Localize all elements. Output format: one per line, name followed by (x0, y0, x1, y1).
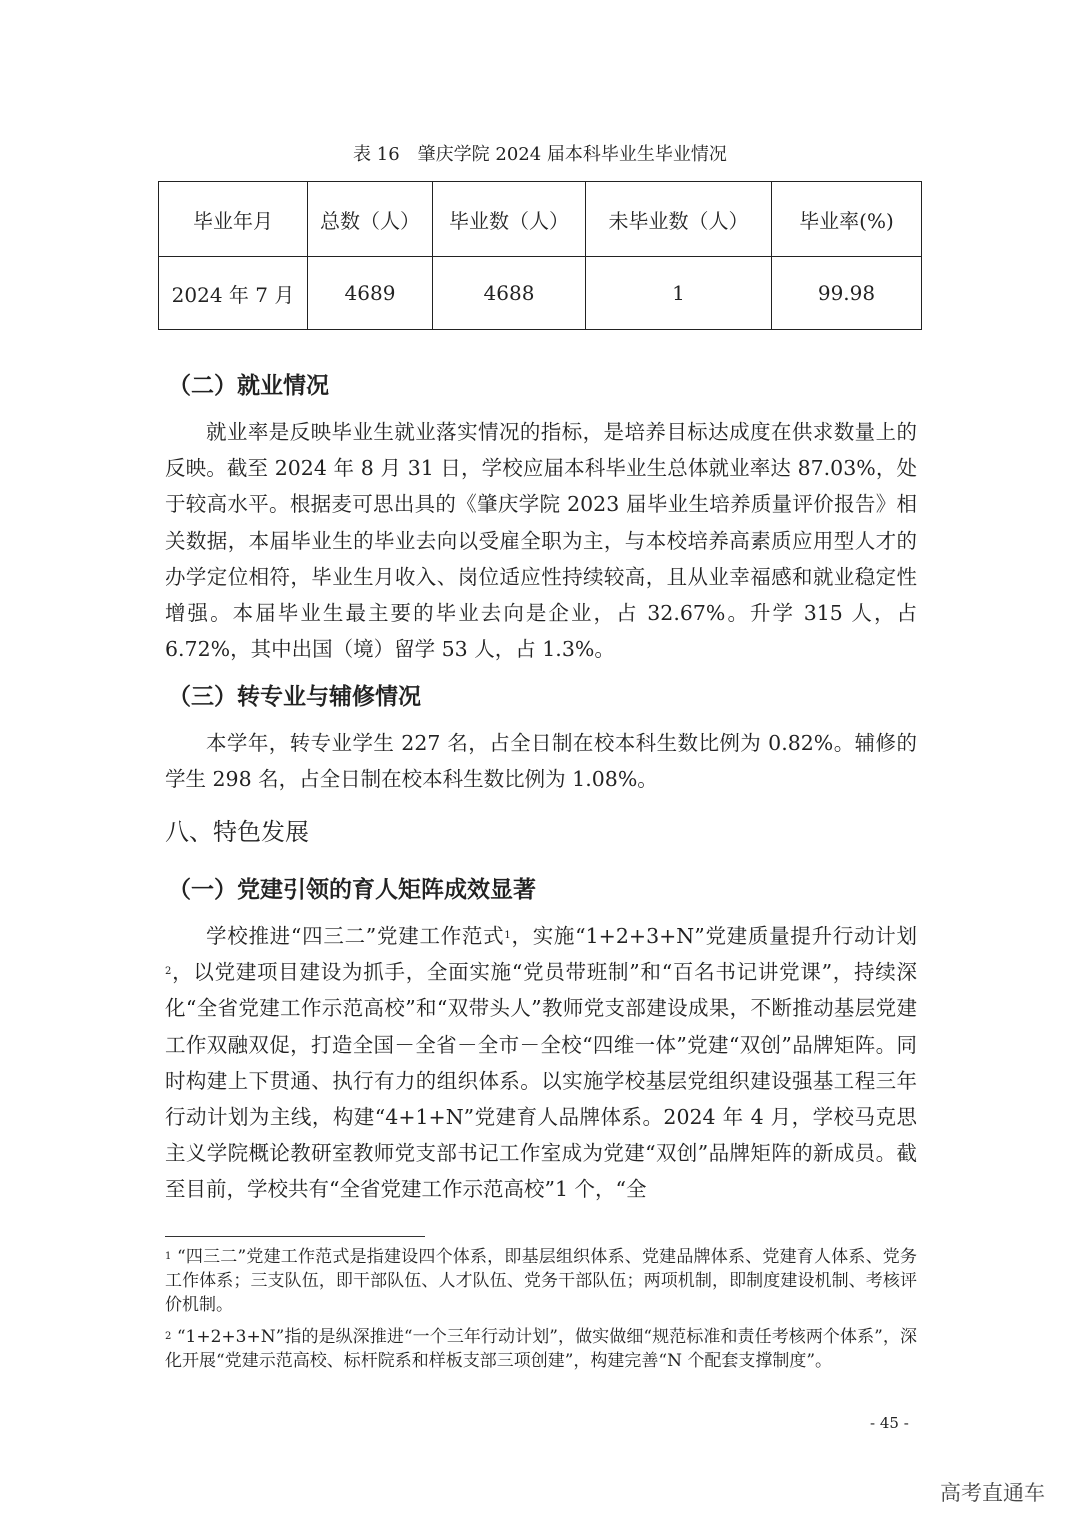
header-cell: 未毕业数（人） (586, 182, 772, 257)
party-text: 学校推进“四三二”党建工作范式 (206, 924, 505, 948)
footnote-ref[interactable]: 2 (165, 966, 172, 978)
footnote-mark: 1 (165, 1251, 172, 1262)
header-cell: 毕业数（人） (433, 182, 586, 257)
section-heading-party: （一）党建引领的育人矩阵成效显著 (168, 877, 536, 903)
party-text: ，以党建项目建设为抓手，全面实施“党员带班制”和“百名书记讲党课”，持续深化“全省党建工作示范高校”和“双带头人”教师党支部建设成果，不断推动基层党建工作双融双促，打造全国－全省－全市－全校“四维一体”党建“双创”品牌矩阵。同时构建上下贯通、执行有力的组织体系。以实施学校基层党组织建设强基工程三年行动计划为主线，构建“4+1+N”党建育人品牌体系。2024 年 4 月，学校马克思主义学院概论教研室教师党支部书记工作室成为党建“双创”品牌矩阵的新成员。截至目前，学校共有“全省党建工作示范高校”1 个，“全 (165, 960, 917, 1202)
table-cell: 4688 (433, 257, 586, 330)
footnote (165, 1325, 917, 1373)
table-cell: 1 (586, 257, 772, 330)
footnote-ref[interactable]: 1 (504, 930, 511, 941)
table-cell: 99.98 (772, 257, 922, 330)
header-cell: 毕业年月 (159, 182, 308, 257)
table-row (159, 257, 922, 330)
section-heading-transfer: （三）转专业与辅修情况 (168, 684, 421, 710)
table-cell: 4689 (308, 257, 433, 330)
footnote-divider (165, 1236, 425, 1237)
chapter-heading: 八、特色发展 (165, 818, 309, 846)
page-number: - 45 - (870, 1414, 909, 1432)
graduation-table (158, 181, 922, 330)
party-text: ，实施“1+2+3+N”党建质量提升行动计划 (510, 924, 917, 948)
watermark: 高考直通车 (940, 1481, 1045, 1505)
employment-paragraph: 就业率是反映毕业生就业落实情况的指标，是培养目标达成度在供求数量上的反映。截至 2024 年 8 月 31 日，学校应届本科毕业生总体就业率达 87.03%，处于较高水平。根据麦可思出具的《肇庆学院 2023 届毕业生培养质量评价报告》相关数据，本届毕业生的毕业去向以受雇全职为主，与本校培养高素质应用型人才的办学定位相符，毕业生月收入、岗位适应性持续较高，且从业幸福感和就业稳定性增强。本届毕业生最主要的毕业去向是企业，占 32.67%。升学 315 人，占 6.72%，其中出国（境）留学 53 人，占 1.3%。 (165, 420, 917, 662)
footnote-mark: 2 (165, 1331, 172, 1342)
header-cell: 总数（人） (308, 182, 433, 257)
footnote-text: “四三二”党建工作范式是指建设四个体系，即基层组织体系、党建品牌体系、党建育人体系、党务工作体系；三支队伍，即干部队伍、人才队伍、党务干部队伍；两项机制，即制度建设机制、考核评价机制。 (165, 1247, 917, 1315)
table-caption: 表 16 肇庆学院 2024 届本科毕业生毕业情况 (353, 144, 727, 165)
section-heading-employment: （二）就业情况 (168, 373, 329, 399)
transfer-paragraph: 本学年，转专业学生 227 名，占全日制在校本科生数比例为 0.82%。辅修的学生 298 名，占全日制在校本科生数比例为 1.08%。 (165, 731, 917, 792)
header-cell: 毕业率(%) (772, 182, 922, 257)
footnote (165, 1245, 917, 1317)
table-cell: 2024 年 7 月 (159, 257, 308, 330)
footnote-text: “1+2+3+N”指的是纵深推进“一个三年行动计划”，做实做细“规范标准和责任考核两个体系”，深化开展“党建示范高校、标杆院系和样板支部三项创建”，构建完善“N 个配套支撑制度”。 (165, 1327, 917, 1371)
party-paragraph (165, 918, 917, 1208)
table-header-row (159, 182, 922, 257)
